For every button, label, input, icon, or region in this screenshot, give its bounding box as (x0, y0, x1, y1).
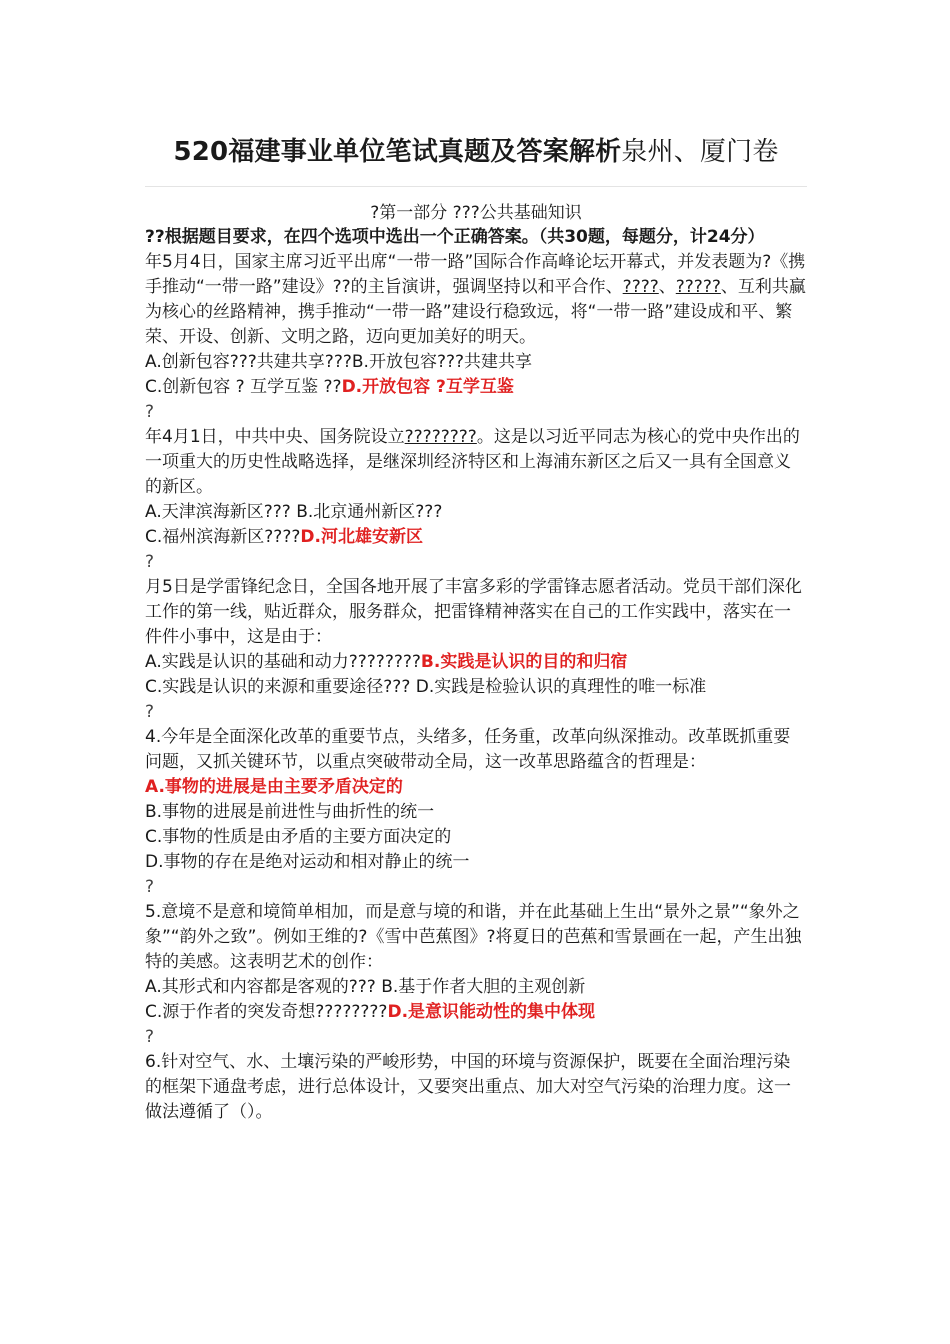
option-text: C.福州滨海新区???? (145, 527, 301, 547)
question-3 (145, 575, 807, 700)
question-stem: 月5日是学雷锋纪念日，全国各地开展了丰富多彩的学雷锋志愿者活动。党员干部们深化工作的第一线，贴近群众，服务群众，把雷锋精神落实在自己的工作实践中，落实在一件件小事中，这是由于： (145, 577, 802, 647)
options-line: A.其形式和内容都是客观的??? B.基于作者大胆的主观创新 (145, 977, 586, 997)
options-line: A.天津滨海新区??? B.北京通州新区??? (145, 502, 443, 522)
options-line: A.创新包容???共建共享???B.开放包容???共建共享 (145, 352, 533, 372)
correct-answer: D.是意识能动性的集中体现 (387, 1002, 596, 1022)
question-stem (145, 425, 807, 500)
option-text: C.创新包容 ? 互学互鉴 ?? (145, 377, 342, 397)
document-title (145, 132, 807, 172)
title-divider (145, 186, 807, 187)
stem-text: 。这是以习近平同志为核心的党中央作出的一项重大的历史性战略选择，是继深圳经济特区和上海浦东新区之后又一具有全国意义的新区。 (145, 427, 800, 497)
correct-answer: D.河北雄安新区 (300, 527, 423, 547)
options-line (145, 375, 807, 400)
separator: ? (145, 702, 155, 722)
option-d: D.事物的存在是绝对运动和相对静止的统一 (145, 852, 470, 872)
separator: ? (145, 402, 155, 422)
correct-answer: B.实践是认识的目的和归宿 (420, 652, 628, 672)
question-6 (145, 1050, 807, 1125)
separator: ? (145, 552, 155, 572)
separator: ? (145, 877, 155, 897)
stem-text: 年5月4日，国家主席习近平出席“一带一路”国际合作高峰论坛开幕式，并发表题为?《携手推动“一带一路”建设》??的主旨演讲，强调坚持以和平合作、 (145, 252, 806, 297)
title-regular-part: 泉州、厦门卷 (621, 137, 779, 167)
stem-text: 、互利共赢为核心的丝路精神，携手推动“一带一路”建设行稳致远，将“一带一路”建设成和平、繁荣、开设、创新、文明之路，迈向更加美好的明天。 (145, 277, 806, 347)
options-line (145, 650, 807, 675)
question-1 (145, 250, 807, 400)
separator: ? (145, 1027, 155, 1047)
document-page (145, 0, 807, 1125)
option-text: C.源于作者的突发奇想???????? (145, 1002, 388, 1022)
question-stem: 5.意境不是意和境简单相加，而是意与境的和谐，并在此基础上生出“景外之景”“象外之象”“韵外之致”。例如王维的?《雪中芭蕉图》?将夏日的芭蕉和雪景画在一起，产生出独特的美感。这表明艺术的创作： (145, 902, 802, 972)
option-b: B.事物的进展是前进性与曲折性的统一 (145, 802, 435, 822)
options-line (145, 525, 807, 550)
correct-answer: A.事物的进展是由主要矛盾决定的 (145, 777, 403, 797)
instructions: ??根据题目要求，在四个选项中选出一个正确答案。（共30题，每题分，计24分） (145, 227, 765, 247)
question-4 (145, 725, 807, 875)
question-stem (145, 250, 807, 350)
question-stem: 4.今年是全面深化改革的重要节点，头绪多，任务重，改革向纵深推动。改革既抓重要问题，又抓关键环节，以重点突破带动全局，这一改革思路蕴含的哲理是： (145, 727, 791, 772)
question-5 (145, 900, 807, 1025)
option-c: C.事物的性质是由矛盾的主要方面决定的 (145, 827, 452, 847)
options-line (145, 1000, 807, 1025)
question-2 (145, 425, 807, 550)
option-text: A.实践是认识的基础和动力???????? (145, 652, 421, 672)
blank: ???? (622, 277, 659, 297)
blank: ???????? (404, 427, 477, 447)
blank: ????? (675, 277, 721, 297)
section-heading: ?第一部分 ???公共基础知识 (370, 203, 582, 223)
correct-answer: D.开放包容 ?互学互鉴 (341, 377, 514, 397)
stem-text: 年4月1日，中共中央、国务院设立 (145, 427, 405, 447)
title-bold-part: 520福建事业单位笔试真题及答案解析 (173, 137, 622, 167)
options-line: C.实践是认识的来源和重要途径??? D.实践是检验认识的真理性的唯一标准 (145, 677, 707, 697)
question-stem: 6.针对空气、水、土壤污染的严峻形势，中国的环境与资源保护，既要在全面治理污染的框架下通盘考虑，进行总体设计，又要突出重点、加大对空气污染的治理力度。这一做法遵循了（）。 (145, 1052, 791, 1122)
stem-text: 、 (658, 277, 676, 297)
